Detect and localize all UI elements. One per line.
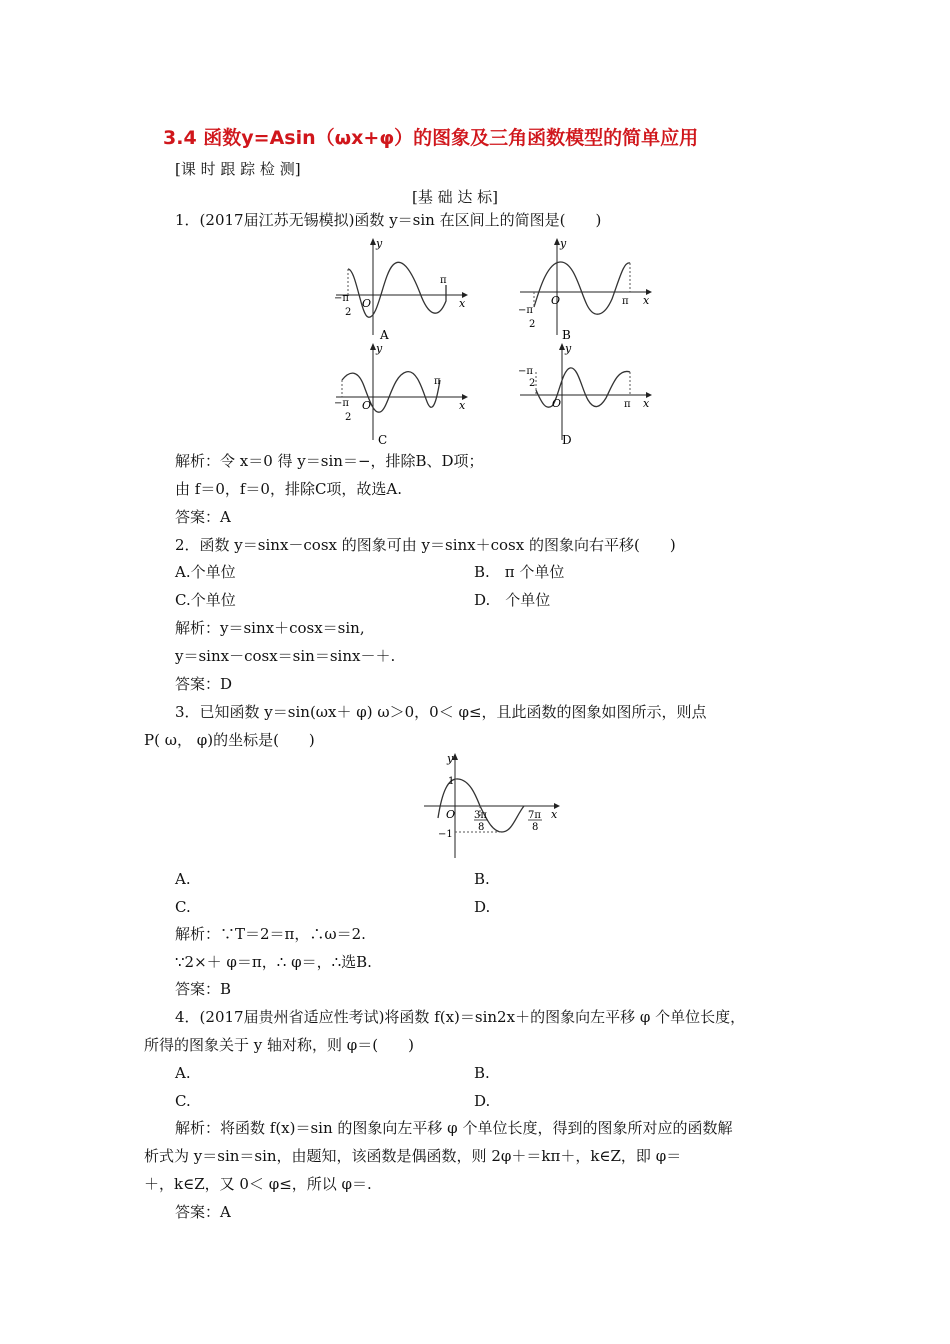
q3-option-c: C. [175,898,191,916]
q1a-label: A [380,328,389,342]
q2-stem: 2．函数 y＝sinx－cosx 的图象可由 y＝sinx＋cosx 的图象向右平移( ) [175,536,676,554]
q1a-axis-y: y [376,237,383,250]
q4-stem-2: 所得的图象关于 y 轴对称，则 φ＝( ) [144,1036,414,1054]
q3-answer: 答案：B [175,980,232,998]
q1a-two: 2 [345,307,352,318]
q1-graph-c [328,340,478,450]
q2-option-a: A.个单位 [175,563,236,581]
q3-option-d: D. [474,898,491,916]
q3-tick-one: 1 [448,776,455,787]
q1d-axis-x: x [643,397,650,410]
q1d-origin: O [552,397,562,410]
q4-answer: 答案：A [175,1203,231,1221]
q1d-neg-pi: −π [518,366,533,377]
q2-option-b: B. π 个单位 [474,563,565,581]
q4-option-b: B. [474,1064,490,1082]
q1a-origin: O [362,297,372,310]
q1b-neg-pi: −π [518,305,533,316]
q1b-two: 2 [529,319,536,330]
q1c-axis-x: x [459,399,466,412]
q3-axis-x: x [551,808,558,821]
q1d-axis-y: y [565,342,572,355]
q4-option-a: A. [175,1064,191,1082]
q3-stem-2: P( ω， φ)的坐标是( ) [144,731,315,749]
q1b-axis-x: x [643,294,650,307]
q3-analysis-1: 解析：∵T＝2＝π，∴ω＝2. [175,925,366,943]
q3-origin: O [446,808,456,821]
q1c-axis-y: y [376,342,383,355]
q1a-neg-pi: −π [334,293,349,304]
q2-analysis-1: 解析：y＝sinx＋cosx＝sin, [175,619,365,637]
q1-graph-b [512,235,662,345]
q4-analysis-3: ＋，k∈Z，又 0＜ φ≤，所以 φ＝. [144,1175,372,1193]
document-title: 3.4 函数y=Asin（ωx+φ）的图象及三角函数模型的简单应用 [163,127,699,149]
q3-tick-7pi-den: 8 [532,822,539,833]
q2-option-d: D. 个单位 [474,591,551,609]
q1d-pi: π [624,399,631,410]
q3-tick-3pi-num: 3π [474,810,487,821]
q1c-origin: O [362,399,372,412]
q1b-axis-y: y [560,237,567,250]
q1d-label: D [562,433,572,447]
q4-analysis-2: 析式为 y＝sin＝sin，由题知，该函数是偶函数，则 2φ＋＝kπ＋，k∈Z，即 φ＝ [144,1147,682,1165]
q1-answer: 答案：A [175,508,231,526]
q1-analysis-2: 由 f＝0，f＝0，排除C项，故选A. [175,480,403,498]
q3-axis-y: y [447,752,454,765]
q3-stem-1: 3．已知函数 y＝sin(ωx＋ φ) ω＞0，0＜ φ≤，且此函数的图象如图所示，则点 [175,703,707,721]
subsection-label: [基 础 达 标] [412,188,499,206]
q1-analysis-1: 解析：令 x＝0 得 y＝sin＝−，排除B、D项； [175,452,484,470]
q3-tick-7pi-num: 7π [528,810,541,821]
q4-stem-1: 4．(2017届贵州省适应性考试)将函数 f(x)＝sin2x＋的图象向左平移 φ 个单位长度， [175,1008,746,1026]
section-label: [课 时 跟 踪 检 测] [175,160,301,178]
q1c-neg-pi: −π [334,398,349,409]
q1a-axis-x: x [459,297,466,310]
q4-analysis-1: 解析：将函数 f(x)＝sin 的图象向左平移 φ 个单位长度，得到的图象所对应的函数解 [175,1119,733,1137]
q1c-label: C [378,433,388,447]
q3-analysis-2: ∵2×＋ φ＝π，∴ φ＝，∴选B. [175,953,372,971]
q1d-two: 2 [529,378,536,389]
q2-answer: 答案：D [175,675,233,693]
q4-option-d: D. [474,1092,491,1110]
q1-stem: 1．(2017届江苏无锡模拟)函数 y＝sin 在区间上的简图是( ) [175,211,602,229]
q1b-pi: π [622,296,629,307]
q1c-two: 2 [345,412,352,423]
q3-tick-neg-one: −1 [438,829,453,840]
q3-graph [418,752,568,862]
q3-tick-3pi-den: 8 [478,822,485,833]
q1-graph-a [328,235,478,345]
q3-option-b: B. [474,870,490,888]
q4-option-c: C. [175,1092,191,1110]
q1c-pi: π [434,376,441,387]
q1b-label: B [562,328,571,342]
q2-analysis-2: y＝sinx－cosx＝sin＝sinx－＋. [175,647,396,665]
q1-graph-d [512,340,662,450]
q3-option-a: A. [175,870,191,888]
q1a-pi: π [440,275,447,286]
q1b-origin: O [551,294,561,307]
q2-option-c: C.个单位 [175,591,236,609]
